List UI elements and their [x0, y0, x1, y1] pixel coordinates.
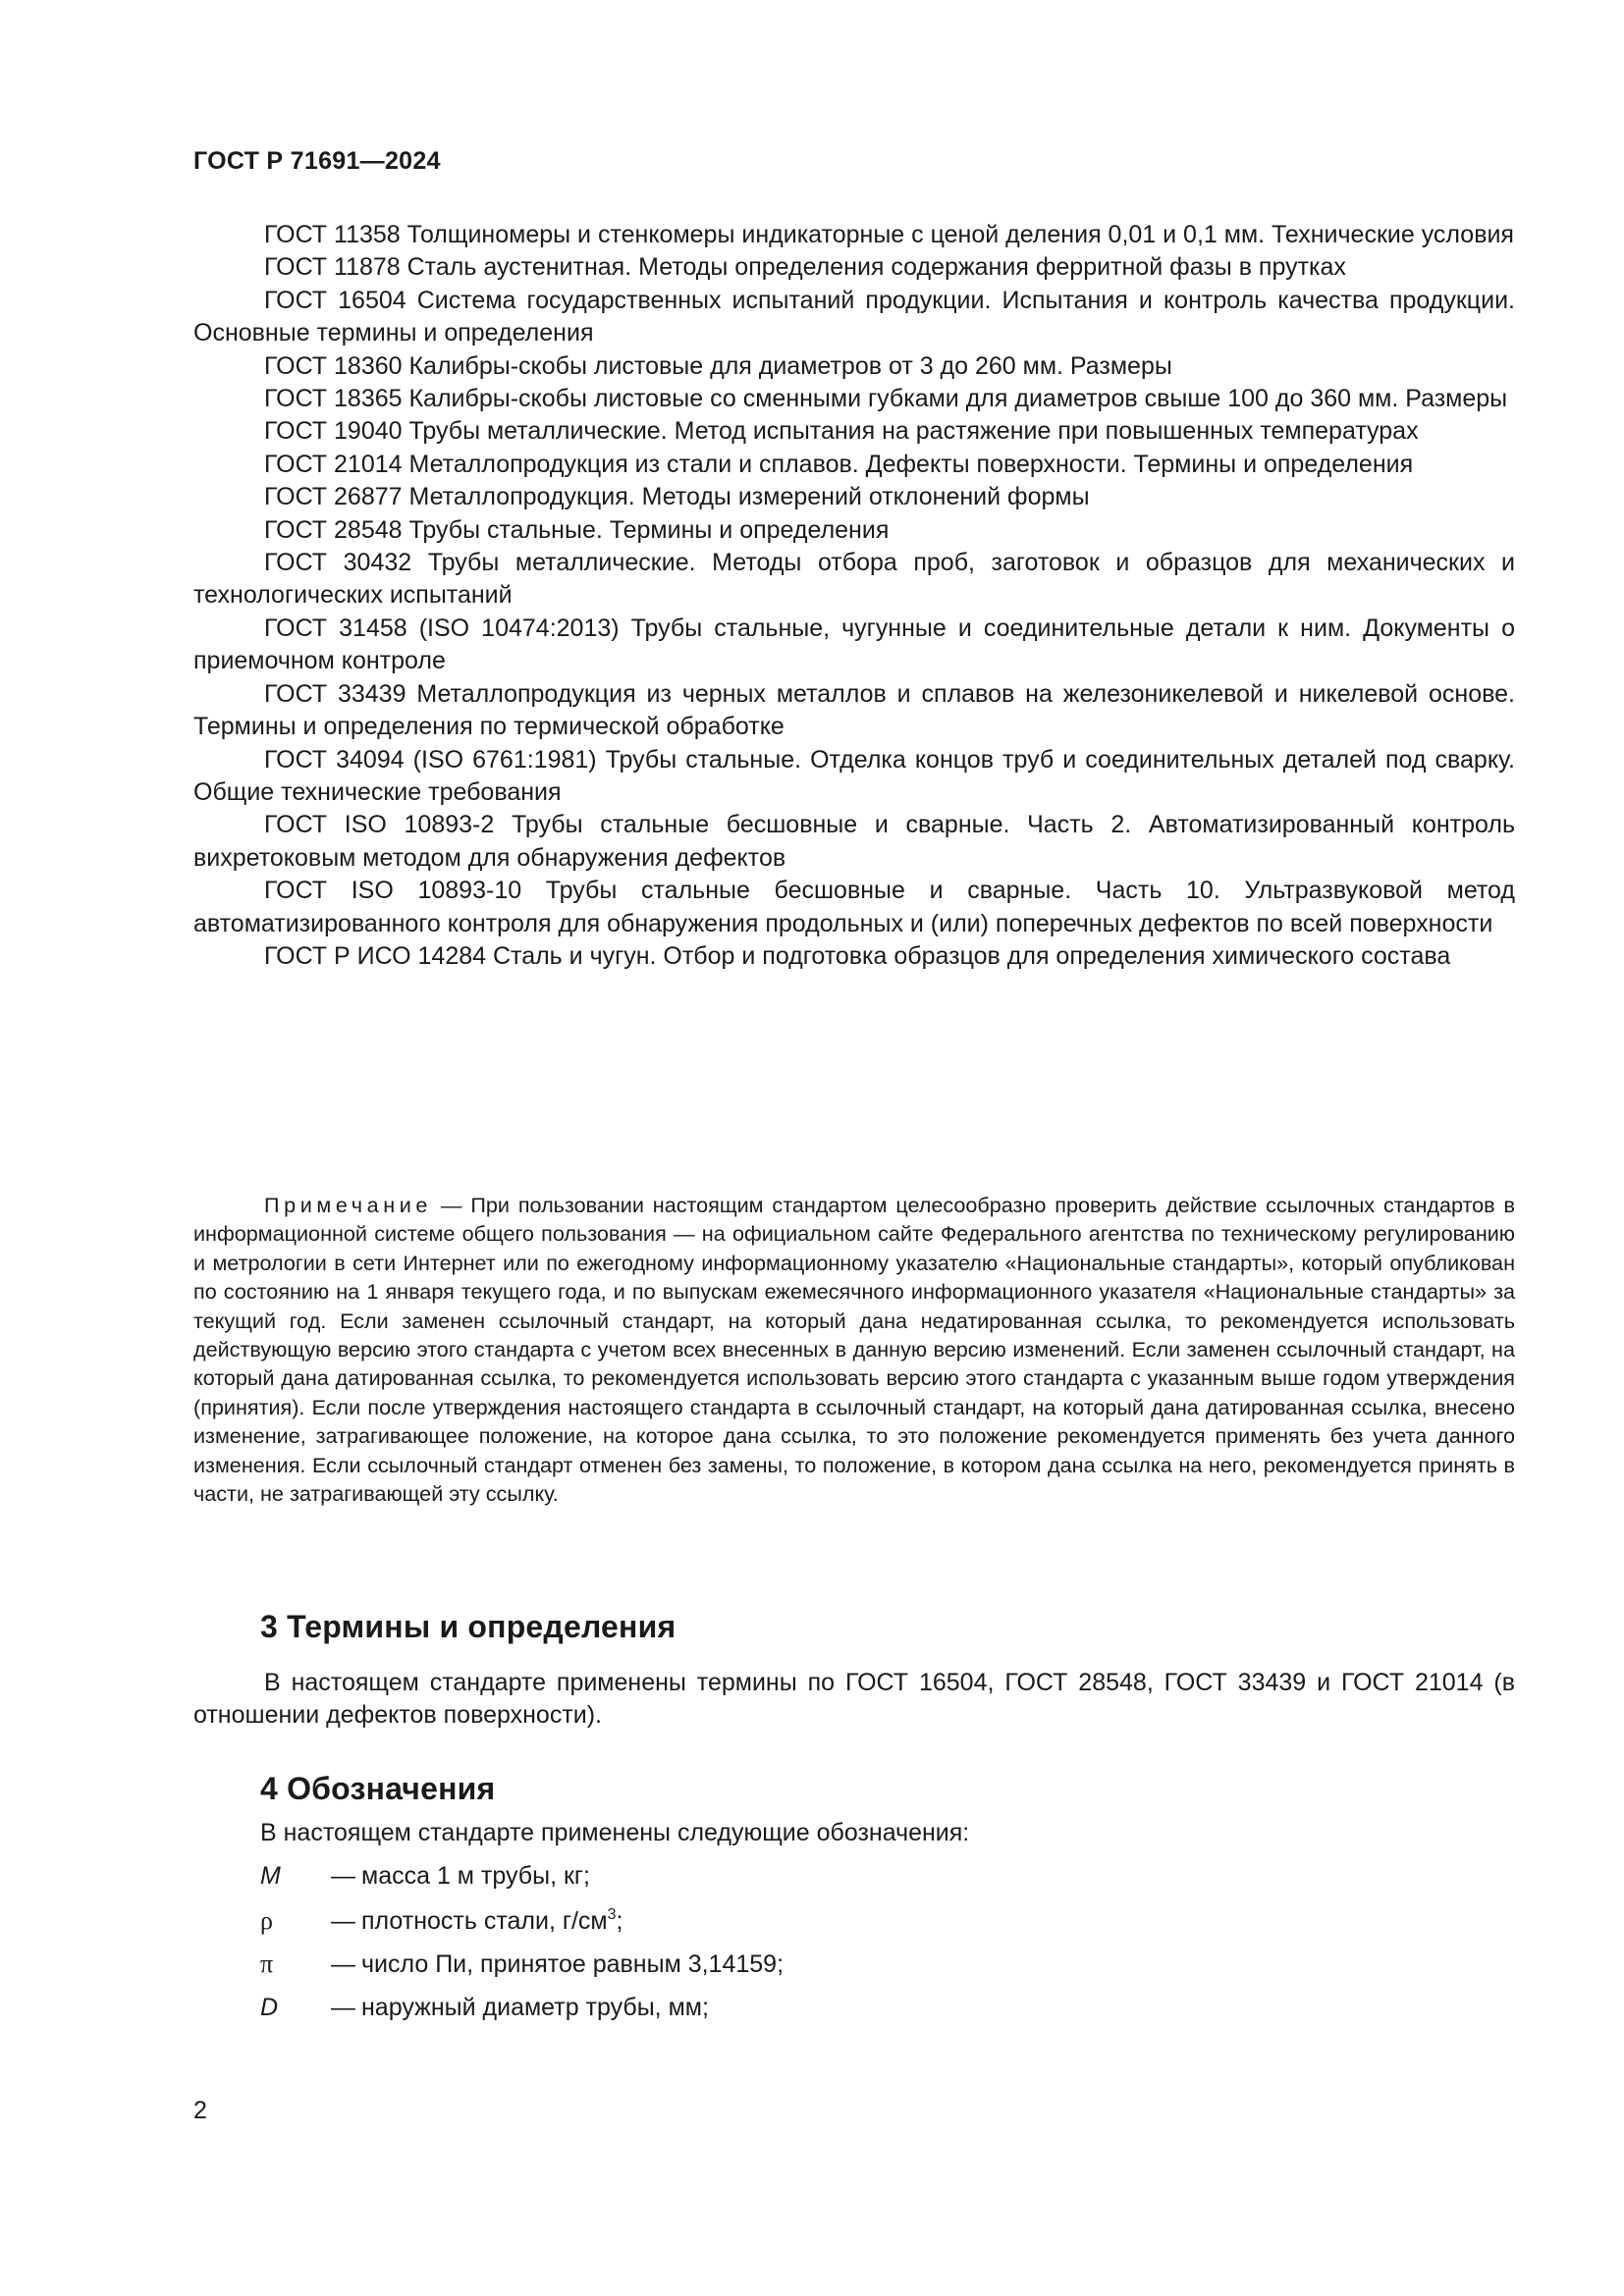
dash: —: [331, 1907, 355, 1935]
symbol-row-diameter: [260, 1994, 709, 2027]
superscript: 3: [607, 1906, 617, 1923]
dash: —: [331, 1950, 355, 1978]
reference-item: ГОСТ 28548 Трубы стальные. Термины и определения: [264, 515, 890, 544]
symbol-row-pi: [260, 1949, 784, 1983]
reference-item: ГОСТ Р ИСО 14284 Сталь и чугун. Отбор и подготовка образцов для определения химического состава: [264, 941, 1451, 970]
reference-item: ГОСТ 26877 Металлопродукция. Методы измерений отклонений формы: [264, 483, 1090, 511]
reference-item: ГОСТ 16504 Система государственных испытаний продукции. Испытания и контроль качества продукции. Основные термины и определения: [193, 286, 1515, 347]
symbol-row-mass: [260, 1862, 590, 1896]
section-4-intro: В настоящем стандарте применены следующие обозначения:: [260, 1819, 970, 1846]
page-number: 2: [193, 2097, 207, 2124]
reference-item: ГОСТ 30432 Трубы металлические. Методы отбора проб, заготовок и образцов для механических и технологических испытаний: [193, 549, 1515, 610]
reference-item: ГОСТ ISO 10893-2 Трубы стальные бесшовные и сварные. Часть 2. Автоматизированный контроль вихретоковым методом для обнаружения дефектов: [193, 811, 1515, 872]
normative-references-list: [193, 219, 1515, 973]
dash: —: [331, 1994, 355, 2021]
symbol-definition: наружный диаметр трубы, мм;: [361, 1994, 709, 2021]
reference-item: ГОСТ 31458 (ISO 10474:2013) Трубы стальные, чугунные и соединительные детали к ним. Документы о приемочном контроле: [193, 614, 1515, 675]
reference-item: ГОСТ 19040 Трубы металлические. Метод испытания на растяжение при повышенных температурах: [264, 417, 1419, 446]
reference-item: ГОСТ 21014 Металлопродукция из стали и сплавов. Дефекты поверхности. Термины и определения: [264, 450, 1414, 478]
symbol-row-density: [260, 1906, 623, 1940]
document-header-id: ГОСТ Р 71691—2024: [193, 147, 441, 175]
symbol-definition: плотность стали, г/см: [361, 1907, 608, 1935]
symbol: M: [260, 1862, 281, 1890]
section-3-body: [193, 1667, 1515, 1733]
dash: —: [331, 1862, 355, 1890]
symbol-definition: масса 1 м трубы, кг;: [361, 1862, 590, 1890]
reference-item: ГОСТ 11878 Сталь аустенитная. Методы определения содержания ферритной фазы в прутках: [264, 253, 1346, 282]
symbol: π: [260, 1949, 274, 1978]
note-text: — При пользовании настоящим стандартом целесообразно проверить действие ссылочных стандартов в информационной системе общего пользования — на официальном сайте Федерального агентства по техническому регулированию и метрологии в сети Интернет или по ежегодному информационному указателю «Национальные стандарты», который опубликован по состоянию на 1 января текущего года, и по выпускам ежемесячного информационного указателя «Национальные стандарты» за текущий год. Если заменен ссылочный стандарт, на который дана недатированная ссылка, то рекомендуется использовать действующую версию этого стандарта с учетом всех внесенных в данную версию изменений. Если заменен ссылочный стандарт, на который дана датированная ссылка, то рекомендуется использовать версию этого стандарта с указанным выше годом утверждения (принятия). Если после утверждения настоящего стандарта в ссылочный стандарт, на который дана датированная ссылка, внесено изменение, затрагивающее положение, на которое дана ссылка, то это положение рекомендуется применять без учета данного изменения. Если ссылочный стандарт отменен без замены, то положение, в котором дана ссылка на него, рекомендуется принять в части, не затрагивающей эту ссылку.: [193, 1193, 1515, 1507]
reference-item: ГОСТ 18365 Калибры-скобы листовые со сменными губками для диаметров свыше 100 до 360 мм. Размеры: [264, 385, 1508, 413]
note-label: Примечание: [264, 1193, 432, 1217]
reference-item: ГОСТ 33439 Металлопродукция из черных металлов и сплавов на железоникелевой и никелевой основе. Термины и определения по термической обработке: [193, 679, 1515, 741]
section-3-heading: 3 Термины и определения: [260, 1609, 677, 1644]
symbol: D: [260, 1994, 279, 2021]
section-3-paragraph: В настоящем стандарте применены термины по ГОСТ 16504, ГОСТ 28548, ГОСТ 33439 и ГОСТ 21014 (в отношении дефектов поверхности).: [193, 1669, 1515, 1730]
symbol: ρ: [260, 1906, 273, 1935]
reference-item: ГОСТ 11358 Толщиномеры и стенкомеры индикаторные с ценой деления 0,01 и 0,1 мм. Технические условия: [264, 221, 1514, 248]
symbol-definition-suffix: ;: [616, 1907, 623, 1935]
reference-item: ГОСТ 34094 (ISO 6761:1981) Трубы стальные. Отделка концов труб и соединительных деталей под сварку. Общие технические требования: [193, 745, 1515, 806]
section-4-heading: 4 Обозначения: [260, 1771, 496, 1806]
reference-item: ГОСТ 18360 Калибры-скобы листовые для диаметров от 3 до 260 мм. Размеры: [264, 351, 1172, 380]
symbol-definition: число Пи, принятое равным 3,14159;: [361, 1950, 785, 1978]
references-note: [193, 1191, 1515, 1508]
reference-item: ГОСТ ISO 10893-10 Трубы стальные бесшовные и сварные. Часть 10. Ультразвуковой метод автоматизированного контроля для обнаружения продольных и (или) поперечных дефектов по всей поверхности: [193, 877, 1515, 937]
